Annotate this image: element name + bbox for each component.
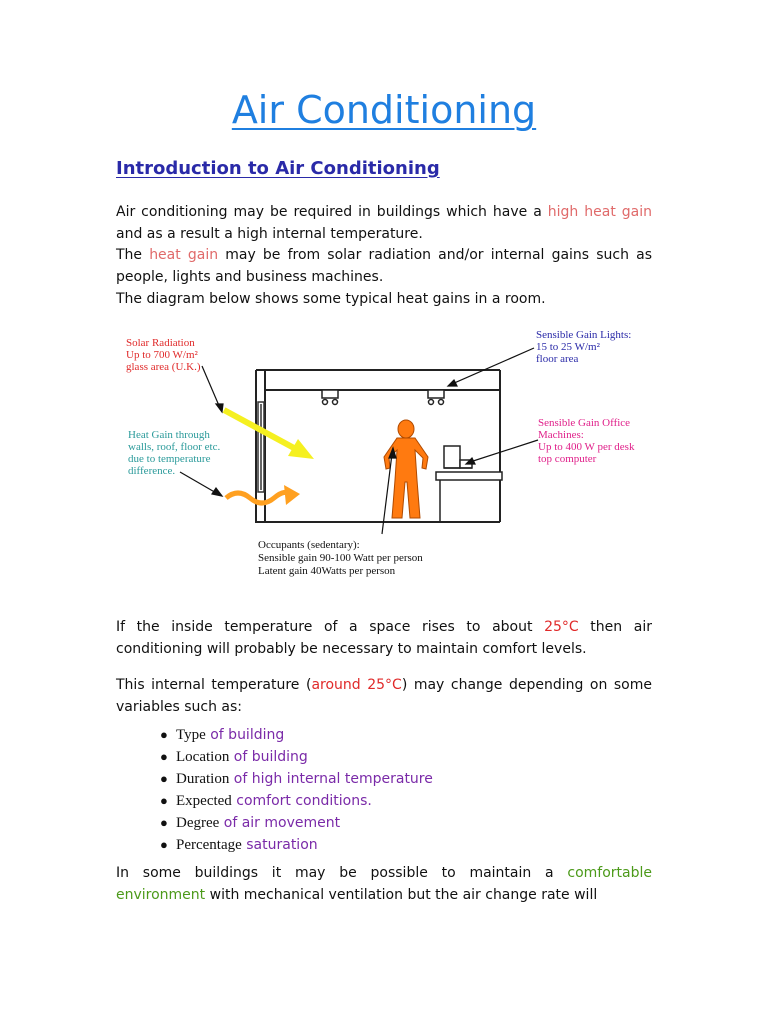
text-run: and as a result a high internal temperature. xyxy=(116,226,423,242)
text-run: In some buildings it may be possible to maintain a xyxy=(116,865,568,881)
paragraph-variables-intro xyxy=(116,674,652,718)
highlight-around: around xyxy=(311,677,361,693)
room-heat-gain-diagram xyxy=(110,322,650,584)
paragraph-diagram-intro: The diagram below shows some typical heat gains in a room. xyxy=(116,291,546,307)
text-run: then air conditioning will probably be necessary to maintain comfort levels. xyxy=(116,619,652,657)
pointer-arrows xyxy=(180,348,538,534)
page-title: Air Conditioning xyxy=(231,88,537,132)
label-sensible-gain-lights: Sensible Gain Lights: 15 to 25 W/m² floor area xyxy=(536,329,632,365)
light-fitting-icon xyxy=(428,390,444,405)
highlight-high-heat-gain: high heat gain xyxy=(547,204,653,220)
highlight-25c: 25°C xyxy=(544,619,579,635)
text-run: with mechanical ventilation but the air change rate will xyxy=(205,887,598,903)
list-item: ● Location of building xyxy=(160,749,308,765)
highlight-heat-gain: heat gain xyxy=(149,247,219,263)
solar-arrow-icon xyxy=(224,410,314,459)
paragraph-ventilation xyxy=(116,862,652,906)
text-run: ) may change depending on some variables such as: xyxy=(116,677,652,715)
list-item: ● Degree of air movement xyxy=(160,815,341,831)
list-item: ● Percentage saturation xyxy=(160,837,318,853)
label-solar-radiation: Solar Radiation Up to 700 W/m² glass area (U.K.) xyxy=(126,337,201,373)
text-run: If the inside temperature of a space rises to about xyxy=(116,619,545,635)
variables-list xyxy=(160,724,433,856)
text-run: may be from solar radiation and/or internal gains such as people, lights and business machines. xyxy=(116,247,652,285)
label-sensible-gain-machines: Sensible Gain Office Machines: Up to 400 W per desk top computer xyxy=(538,417,635,465)
paragraph-intro xyxy=(116,201,652,245)
highlight-comfortable-environment: comfortable environment xyxy=(116,865,652,903)
window xyxy=(258,402,264,492)
desk-computer-icon xyxy=(436,446,502,522)
list-item: ● Expected comfort conditions. xyxy=(160,793,372,809)
list-item: ● Duration of high internal temperature xyxy=(160,771,433,787)
highlight-25c: 25°C xyxy=(360,677,402,693)
section-heading: Introduction to Air Conditioning xyxy=(116,158,440,179)
label-occupants: Occupants (sedentary): Sensible gain 90-100 Watt per person Latent gain 40Watts per person xyxy=(258,539,423,577)
paragraph-heat-gain xyxy=(116,244,652,288)
text-run: The xyxy=(116,247,150,263)
light-fitting-icon xyxy=(322,390,338,405)
text-run: Air conditioning may be required in buildings which have a xyxy=(116,204,548,220)
text-run: This internal temperature ( xyxy=(116,677,312,693)
paragraph-temperature xyxy=(116,616,652,660)
label-wall-heat-gain: Heat Gain through walls, roof, floor etc. due to temperature difference. xyxy=(128,429,221,477)
list-item: ● Type of building xyxy=(160,727,285,743)
